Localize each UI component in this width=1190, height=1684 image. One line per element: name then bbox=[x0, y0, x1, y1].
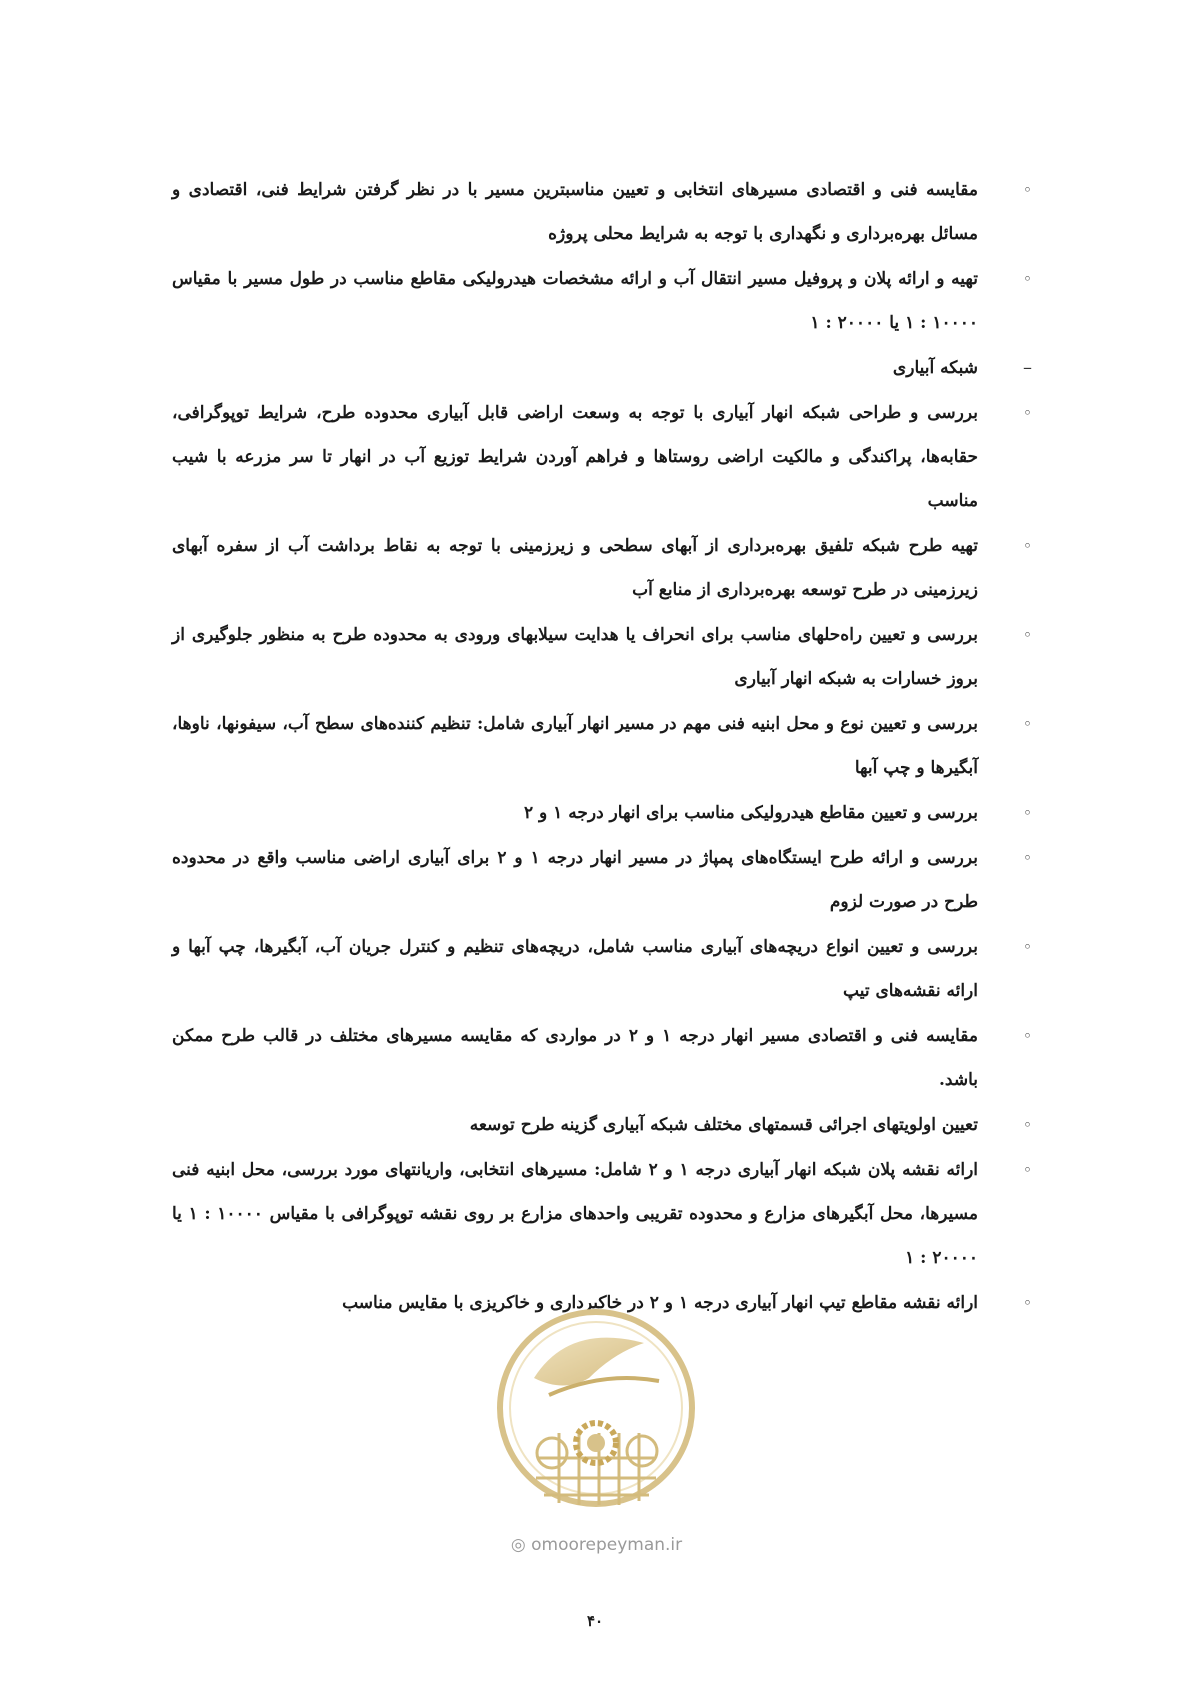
list-item bbox=[172, 1014, 1042, 1102]
list-item-text: بررسی و ارائه طرح ایستگاه‌های پمپاژ در مسیر انهار درجه ۱ و ۲ برای آبیاری اراضی مناسب واقع در محدوده طرح در صورت لزوم bbox=[172, 848, 978, 912]
bullet-icon: ◦ bbox=[1023, 537, 1032, 555]
list-item-text: تهیه و ارائه پلان و پروفیل مسیر انتقال آب و ارائه مشخصات هیدرولیکی مقاطع مناسب در طول مسیر با مقیاس ۱۰۰۰۰ : ۱ یا ۲۰۰۰۰ : ۱ bbox=[172, 269, 978, 333]
list-item bbox=[172, 613, 1042, 701]
bullet-icon: ◦ bbox=[1023, 1027, 1032, 1045]
bullet-icon: ◦ bbox=[1023, 715, 1032, 733]
bullet-icon: ◦ bbox=[1023, 1294, 1032, 1312]
list-item-text: تهیه طرح شبکه تلفیق بهره‌برداری از آبهای سطحی و زیرزمینی با توجه به نقاط برداشت آب از سفره آبهای زیرزمینی در طرح توسعه بهره‌برداری از منابع آب bbox=[172, 536, 978, 600]
list-item bbox=[172, 168, 1042, 256]
list-item-text: بررسی و تعیین راه‌حلهای مناسب برای انحراف یا هدایت سیلابهای ورودی به محدوده طرح به منظور جلوگیری از بروز خسارات به شبکه انهار آبیاری bbox=[172, 625, 978, 689]
list-item-text: مقایسه فنی و اقتصادی مسیر انهار درجه ۱ و ۲ در مواردی که مقایسه مسیرهای مختلف در قالب طرح ممکن باشد. bbox=[172, 1026, 978, 1090]
list-item-text: تعیین اولویتهای اجرائی قسمتهای مختلف شبکه آبیاری گزینه طرح توسعه bbox=[469, 1115, 978, 1135]
bullet-icon: ◦ bbox=[1023, 804, 1032, 822]
list-item bbox=[172, 791, 1042, 835]
list-item bbox=[172, 702, 1042, 790]
list-item bbox=[172, 257, 1042, 345]
bullet-icon: ◦ bbox=[1023, 181, 1032, 199]
logo-url: omoorepeyman.ir bbox=[531, 1535, 683, 1555]
bullet-icon: ◦ bbox=[1023, 270, 1032, 288]
list-item bbox=[172, 925, 1042, 1013]
bullet-icon: ◦ bbox=[1023, 1116, 1032, 1134]
list-item bbox=[172, 1148, 1042, 1280]
seal-logo-icon bbox=[494, 1283, 699, 1533]
page-number: ۴۰ bbox=[586, 1612, 604, 1630]
list-item bbox=[172, 1103, 1042, 1147]
list-item-text: بررسی و تعیین مقاطع هیدرولیکی مناسب برای انهار درجه ۱ و ۲ bbox=[523, 803, 978, 823]
list-item-text: بررسی و تعیین نوع و محل ابنیه فنی مهم در مسیر انهار آبیاری شامل: تنظیم کننده‌های سطح آب، سیفونها، ناوها، آبگیرها و چپ آبها bbox=[172, 714, 978, 778]
bullet-icon: ◦ bbox=[1023, 1161, 1032, 1179]
list-item-text: بررسی و تعیین انواع دریچه‌های آبیاری مناسب شامل، دریچه‌های تنظیم و کنترل جریان آب، آبگیرها، چپ آبها و ارائه نقشه‌های تیپ bbox=[172, 937, 978, 1001]
dash-icon: – bbox=[1023, 357, 1032, 378]
bullet-icon: ◦ bbox=[1023, 938, 1032, 956]
list-item bbox=[172, 391, 1042, 523]
list-item-text: ارائه نقشه مقاطع تیپ انهار آبیاری درجه ۱ و ۲ در خاکبرداری و خاکریزی با مقایس مناسب bbox=[342, 1293, 978, 1313]
section-heading bbox=[172, 346, 1042, 390]
bullet-icon: ◦ bbox=[1023, 626, 1032, 644]
list-item bbox=[172, 836, 1042, 924]
watermark-logo bbox=[494, 1283, 699, 1573]
requirements-list bbox=[172, 168, 1042, 1326]
list-item-text: بررسی و طراحی شبکه انهار آبیاری با توجه به وسعت اراضی قابل آبیاری محدوده طرح، شرایط توپوگرافی، حقابه‌ها، پراکندگی و مالکیت اراضی روستاها و فراهم آوردن شرایط توزیع آب در انهار تا سر مزرعه با شیب مناسب bbox=[172, 403, 978, 511]
section-heading-text: شبکه آبیاری bbox=[892, 358, 978, 378]
list-item-text: مقایسه فنی و اقتصادی مسیرهای انتخابی و تعیین مناسبترین مسیر با در نظر گرفتن شرایط فنی، اقتصادی و مسائل بهره‌برداری و نگهداری با توجه به شرایط محلی پروژه bbox=[172, 180, 978, 244]
list-item-text: ارائه نقشه پلان شبکه انهار آبیاری درجه ۱ و ۲ شامل: مسیرهای انتخابی، واریانتهای مورد بررسی، محل ابنیه فنی مسیرها، محل آبگیرهای مزارع و محدوده تقریبی واحدهای مزارع بر روی نقشه توپوگرافی با مقیاس ۱۰۰۰۰ : ۱ یا ۲۰۰۰۰ : ۱ bbox=[172, 1160, 979, 1268]
bullet-icon: ◦ bbox=[1023, 849, 1032, 867]
list-item bbox=[172, 524, 1042, 612]
bullet-icon: ◦ bbox=[1023, 404, 1032, 422]
logo-url-text: ◎ omoorepeyman.ir bbox=[510, 1535, 683, 1555]
